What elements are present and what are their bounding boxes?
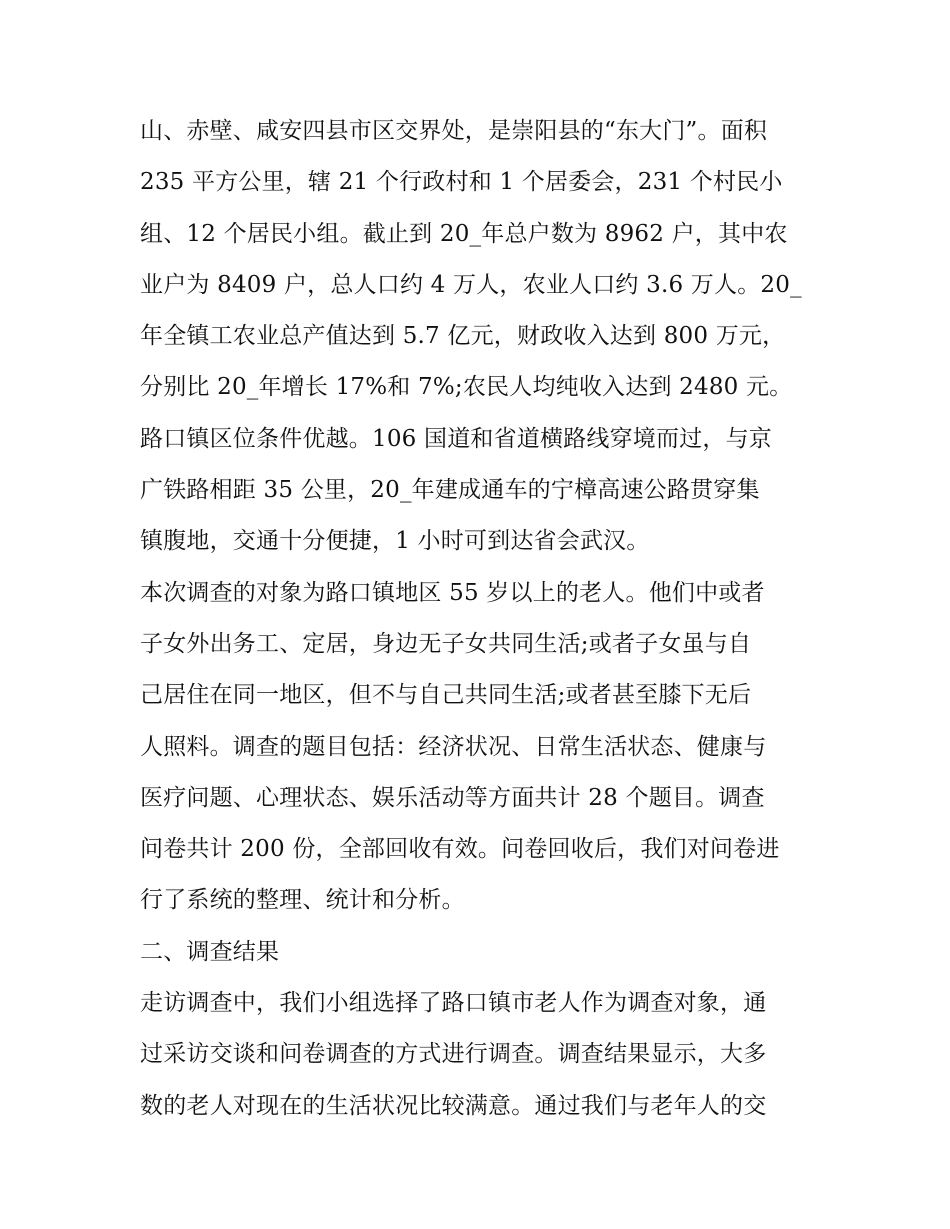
document-body [140,106,820,1132]
text-line: 本次调查的对象为路口镇地区 55 岁以上的老人。他们中或者 [140,579,765,606]
text-line: 业户为 8409 户，总人口约 4 万人，农业人口约 3.6 万人。20_ [140,271,802,298]
text-line: 年全镇工农业总产值达到 5.7 亿元，财政收入达到 800 万元， [140,323,786,350]
text-line: 数的老人对现在的生活状况比较满意。通过我们与老年人的交 [140,1092,767,1119]
text-line: 子女外出务工、定居，身边无子女共同生活;或者子女虽与自 [140,630,752,657]
text-line: 医疗问题、心理状态、娱乐活动等方面共计 28 个题目。调查 [140,784,765,811]
text-line: 山、赤壁、咸安四县市区交界处，是崇阳县的“东大门”。面积 [140,118,768,144]
text-line: 问卷共计 200 份，全部回收有效。问卷回收后，我们对问卷进 [140,836,780,863]
text-line: 走访调查中，我们小组选择了路口镇市老人作为调查对象，通 [140,990,767,1017]
section-heading: 二、调查结果 [140,938,280,965]
text-line: 行了系统的整理、统计和分析。 [140,887,465,914]
text-line: 广铁路相距 35 公里，20_年建成通车的宁樟高速公路贯穿集 [140,477,760,504]
text-line: 过采访交谈和问卷调查的方式进行调查。调查结果显示，大多 [140,1041,767,1068]
text-line: 分别比 20_年增长 17%和 7%;农民人均纯收入达到 2480 元。 [140,374,793,401]
text-line: 镇腹地，交通十分便捷，1 小时可到达省会武汉。 [140,528,650,555]
text-line: 组、12 个居民小组。截止到 20_年总户数为 8962 户，其中农 [140,220,788,247]
text-line: 人照料。调查的题目包括：经济状况、日常生活状态、健康与 [140,733,767,760]
text-line: 路口镇区位条件优越。106 国道和省道横路线穿境而过，与京 [140,425,773,452]
text-line: 235 平方公里，辖 21 个行政村和 1 个居委会，231 个村民小 [140,169,783,196]
text-line: 己居住在同一地区，但不与自己共同生活;或者甚至膝下无后 [140,682,752,709]
